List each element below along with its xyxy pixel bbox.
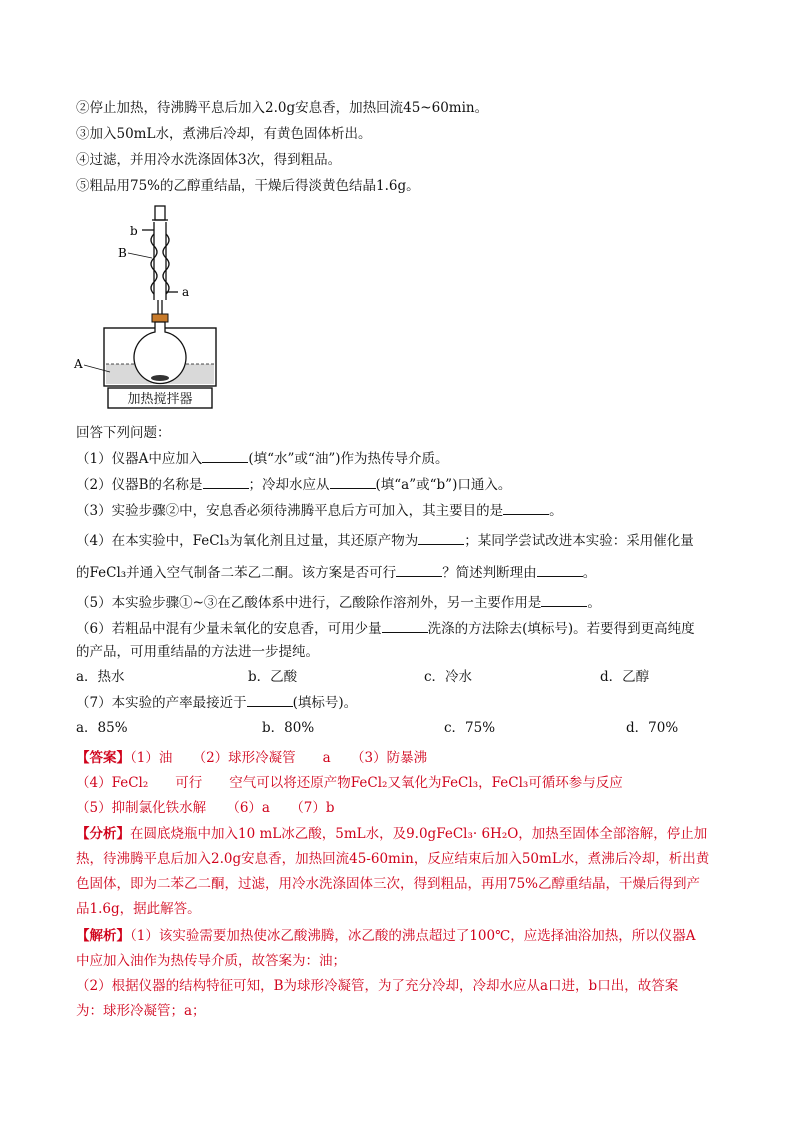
answer-blank bbox=[537, 562, 583, 577]
answer-blank bbox=[503, 500, 549, 515]
base-label: 加热搅拌器 bbox=[127, 392, 193, 407]
answer-blank bbox=[247, 692, 293, 707]
step-5: ⑤粗品用75%的乙醇重结晶，干燥后得淡黄色结晶1.6g。 bbox=[76, 178, 420, 194]
condenser bbox=[142, 206, 178, 314]
answer-blank bbox=[396, 562, 442, 577]
answer-tag: 【答案】 bbox=[76, 750, 130, 766]
step-3: ③加入50mL水，煮沸后冷却，有黄色固体析出。 bbox=[76, 126, 372, 142]
q7-option-c: c．75% bbox=[444, 720, 496, 736]
step-4: ④过滤，并用冷水洗涤固体3次，得到粗品。 bbox=[76, 152, 342, 168]
analysis-line-2: 热，待沸腾平息后加入2.0g安息香，加热回流45-60min，反应结束后加入50mL水，煮沸后冷却，析出黄 bbox=[76, 851, 710, 867]
question-7: （7）本实验的产率最接近于 (填标号)。 bbox=[76, 692, 740, 713]
question-6-line1: （6）若粗品中混有少量未氧化的安息香，可用少量 洗涤的方法除去(填标号)。若要得到更高纯度 bbox=[76, 618, 740, 639]
label-B: B bbox=[118, 246, 127, 260]
q7-option-b: b．80% bbox=[262, 720, 315, 736]
solution-tag: 【解析】 bbox=[76, 928, 130, 944]
solution-line-4: 为：球形冷凝管；a； bbox=[76, 1003, 206, 1019]
question-4-line2: 的FeCl₃并通入空气制备二苯乙二酮。该方案是否可行 ？简述判断理由 。 bbox=[76, 562, 740, 583]
q6-option-a: a．热水 bbox=[76, 669, 125, 685]
analysis-line-1: 【分析】在圆底烧瓶中加入10 mL冰乙酸，5mL水，及9.0gFeCl₃· 6H₂O，加热至固体全部溶解，停止加 bbox=[76, 826, 708, 842]
round-bottom-flask bbox=[134, 322, 186, 384]
solution-line-2: 中应加入油作为热传导介质，故答案为：油； bbox=[76, 953, 346, 969]
solution-line-1: 【解析】（1）该实验需要加热使冰乙酸沸腾，冰乙酸的沸点超过了100℃，应选择油浴加热，所以仪器A bbox=[76, 928, 696, 944]
solution-line-3: （2）根据仪器的结构特征可知，B为球形冷凝管，为了充分冷却，冷却水应从a口进，b口出，故答案 bbox=[76, 978, 679, 994]
answer-blank bbox=[382, 618, 428, 633]
analysis-tag: 【分析】 bbox=[76, 826, 130, 842]
questions-intro: 回答下列问题： bbox=[76, 425, 171, 441]
q7-option-d: d．70% bbox=[626, 720, 679, 736]
analysis-line-4: 品1.6g，据此解答。 bbox=[76, 901, 201, 917]
answer-blank bbox=[202, 448, 248, 463]
question-3: （3）实验步骤②中，安息香必须待沸腾平息后方可加入，其主要目的是 。 bbox=[76, 500, 740, 521]
question-4-line1: （4）在本实验中，FeCl₃为氧化剂且过量，其还原产物为 ；某同学尝试改进本实验：采用催化量 bbox=[76, 530, 740, 551]
question-5: （5）本实验步骤①~③在乙酸体系中进行，乙酸除作溶剂外，另一主要作用是 。 bbox=[76, 592, 740, 613]
label-b: b bbox=[130, 224, 138, 238]
q7-option-a: a．85% bbox=[76, 720, 128, 736]
label-A: A bbox=[74, 357, 83, 371]
answer-line-2: （4）FeCl₂ 可行 空气可以将还原产物FeCl₂又氧化为FeCl₃，FeCl₃可循环参与反应 bbox=[76, 775, 623, 791]
step-2: ②停止加热，待沸腾平息后加入2.0g安息香，加热回流45~60min。 bbox=[76, 100, 489, 116]
question-1: （1）仪器A中应加入 (填“水”或“油”)作为热传导介质。 bbox=[76, 448, 740, 469]
answer-blank bbox=[330, 474, 376, 489]
answer-blank bbox=[203, 474, 249, 489]
question-6-line2: 的产品，可用重结晶的方法进一步提纯。 bbox=[76, 644, 319, 660]
analysis-line-3: 色固体，即为二苯乙二酮，过滤，用冷水洗涤固体三次，得到粗品，再用75%乙醇重结晶，干燥后得到产 bbox=[76, 876, 701, 892]
apparatus-diagram bbox=[70, 200, 240, 415]
question-2: （2）仪器B的名称是 ；冷却水应从 (填“a”或“b”)口通入。 bbox=[76, 474, 740, 495]
label-a: a bbox=[182, 285, 190, 299]
answer-line-1: 【答案】（1）油 （2）球形冷凝管 a （3）防暴沸 bbox=[76, 750, 428, 766]
stopper bbox=[152, 314, 168, 322]
q6-option-c: c．冷水 bbox=[424, 669, 473, 685]
answer-line-3: （5）抑制氯化铁水解 （6）a （7）b bbox=[76, 800, 335, 816]
answer-blank bbox=[541, 592, 587, 607]
q6-option-d: d．乙醇 bbox=[600, 669, 650, 685]
answer-blank bbox=[418, 530, 464, 545]
q6-option-b: b．乙酸 bbox=[248, 669, 298, 685]
